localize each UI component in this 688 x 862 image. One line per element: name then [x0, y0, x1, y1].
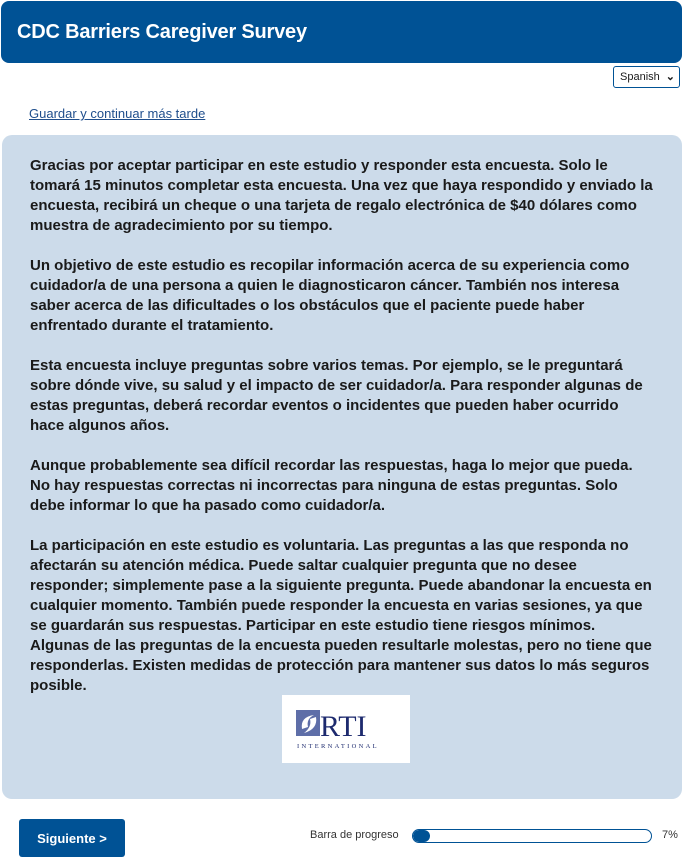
progress-fill — [413, 830, 430, 842]
language-selected: Spanish — [620, 71, 660, 83]
save-continue-later-link[interactable]: Guardar y continuar más tarde — [29, 106, 206, 121]
intro-paragraph: Esta encuesta incluye preguntas sobre varios temas. Por ejemplo, se le preguntará sobre dónde vive, su salud y el impacto de ser cuidador/a. Para responder algunas de estas preguntas, deberá recordar eventos o incidentes que pueden haber ocurrido hace algunos años. — [30, 357, 643, 434]
progress-bar — [412, 829, 652, 843]
svg-text:INTERNATIONAL: INTERNATIONAL — [297, 743, 379, 750]
chevron-down-icon: ⌄ — [665, 71, 675, 83]
next-button[interactable]: Siguiente > — [19, 819, 125, 857]
intro-paragraph: La participación en este estudio es voluntaria. Las preguntas a las que responda no afectarán su atención médica. Puede saltar cualquier pregunta que no desee responder; simplemente pase a la siguiente pregunta. Puede abandonar la encuesta en cualquier momento. También puede responder la encuesta en varias sesiones, ya que se guardarán sus respuestas. Participar en este estudio tiene riesgos mínimos. Algunas de las preguntas de la encuesta pueden resultarle molestas, pero no tiene que responderlas. Existen medidas de protección para mantener sus datos lo más seguros posible. — [30, 537, 652, 694]
svg-text:RTI: RTI — [320, 710, 367, 743]
language-select[interactable] — [613, 66, 680, 88]
progress-label: Barra de progreso — [310, 829, 399, 841]
intro-paragraph: Un objetivo de este estudio es recopilar información acerca de su experiencia como cuidador/a de una persona a quien le diagnosticaron cáncer. También nos interesa saber acerca de las dificultades o los obstáculos que el paciente puede haber enfrentado durante el tratamiento. — [30, 257, 630, 334]
intro-paragraph: Gracias por aceptar participar en este estudio y responder esta encuesta. Solo le tomará 15 minutos completar esta encuesta. Una vez que haya respondido y enviado la encuesta, recibirá un cheque o una tarjeta de regalo electrónica de $40 dólares como muestra de agradecimiento por su tiempo. — [30, 157, 653, 234]
rti-logo — [282, 695, 410, 763]
progress-percent: 7% — [662, 829, 678, 841]
survey-title: CDC Barriers Caregiver Survey — [17, 20, 307, 43]
header-banner — [1, 1, 682, 63]
intro-paragraph: Aunque probablemente sea difícil recordar las respuestas, haga lo mejor que pueda. No hay respuestas correctas ni incorrectas para ninguna de estas preguntas. Solo debe informar lo que ha pasado como cuidador/a. — [30, 457, 633, 514]
